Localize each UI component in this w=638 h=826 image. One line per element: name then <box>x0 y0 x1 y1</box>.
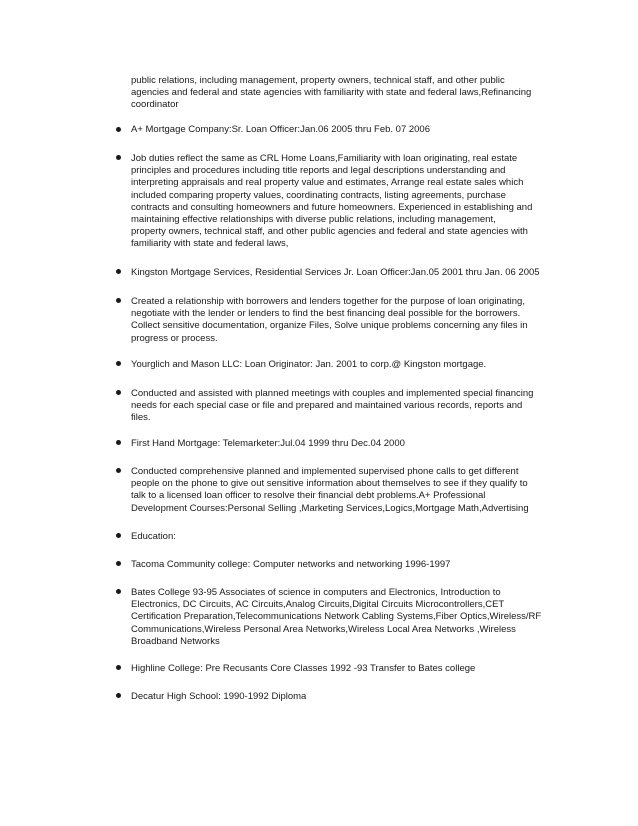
list-item <box>131 388 551 425</box>
text-line: coordinator <box>131 99 179 111</box>
text-line: Yourglich and Mason LLC: Loan Originator: Jan. 2001 to corp.@ Kingston mortgage. <box>131 359 487 370</box>
list-item <box>131 691 551 703</box>
text-line: principles and procedures including title reports and legal descriptions understanding and <box>131 165 506 177</box>
list-item <box>131 153 551 251</box>
text-line: Conducted comprehensive planned and implemented supervised phone calls to get different <box>131 466 519 477</box>
bullet-icon <box>116 589 121 594</box>
text-line: Communications,Wireless Personal Area Networks,Wireless Local Area Networks ,Wireless <box>131 623 516 635</box>
list-item <box>131 296 551 345</box>
text-line: public relations, including management, property owners, technical staff, and other public <box>131 75 505 86</box>
list-item <box>131 466 551 515</box>
text-line: Highline College: Pre Recusants Core Classes 1992 -93 Transfer to Bates college <box>131 663 476 674</box>
text-line: people on the phone to give out sensitive information about themselves to see if they qualify to <box>131 478 528 490</box>
text-line: Created a relationship with borrowers and lenders together for the purpose of loan originating, <box>131 296 525 307</box>
text-line: contracts and consulting homeowners and future homeowners. Experienced in establishing and <box>131 201 533 213</box>
bullet-icon <box>116 361 121 366</box>
bullet-icon <box>116 665 121 670</box>
list-item <box>131 559 551 571</box>
text-line: Broadband Networks <box>131 635 220 647</box>
list-item <box>131 531 551 543</box>
text-line: Education: <box>131 531 176 542</box>
text-line: included comparing property values, coordinating contracts, listing agreements, purchase <box>131 189 506 201</box>
text-line: Development Courses:Personal Selling ,Marketing Services,Logics,Mortgage Math,Advertising <box>131 502 529 514</box>
text-line: First Hand Mortgage: Telemarketer:Jul.04 1999 thru Dec.04 2000 <box>131 438 405 449</box>
bullet-icon <box>116 561 121 566</box>
text-line: needs for each special case or file and prepared and maintained various records, reports and <box>131 400 523 412</box>
text-line: negotiate with the lender or lenders to find the best financing deal possible for the borrowers. <box>131 308 521 320</box>
text-line: property owners, technical staff, and other public agencies and federal and state agencies with <box>131 226 528 238</box>
text-line: Bates College 93-95 Associates of science in computers and Electronics, Introduction to <box>131 587 501 598</box>
list-item <box>131 663 551 675</box>
list-item <box>131 359 551 371</box>
intro-paragraph <box>131 75 551 112</box>
bullet-icon <box>116 390 121 395</box>
text-line: Kingston Mortgage Services, Residential Services Jr. Loan Officer:Jan.05 2001 thru Jan. 06 2005 <box>131 267 540 278</box>
list-item <box>131 587 551 648</box>
text-line: files. <box>131 412 151 424</box>
list-item <box>131 267 551 279</box>
text-line: Certification Preparation,Telecommunications Network Cabling Systems,Fiber Optics,Wireless/RF <box>131 611 542 623</box>
list-item <box>131 438 551 450</box>
text-line: familiarity with state and federal laws, <box>131 238 289 250</box>
text-line: agencies and federal and state agencies with familiarity with state and federal laws,Refinancing <box>131 87 532 99</box>
text-line: Collect sensitive documentation, organize Files, Solve unique problems concerning any files in <box>131 320 528 332</box>
bullet-icon <box>116 127 121 132</box>
text-line: A+ Mortgage Company:Sr. Loan Officer:Jan.06 2005 thru Feb. 07 2006 <box>131 124 430 135</box>
text-line: Electronics, DC Circuits, AC Circuits,Analog Circuits,Digital Circuits Microcontrollers,CET <box>131 599 505 611</box>
text-line: progress or process. <box>131 332 218 344</box>
bullet-icon <box>116 298 121 303</box>
text-line: maintaining effective relationships with diverse public relations, including management, <box>131 214 496 226</box>
text-line: Conducted and assisted with planned meetings with couples and implemented special financing <box>131 388 534 399</box>
text-line: Decatur High School: 1990-1992 Diploma <box>131 691 307 702</box>
text-line: Job duties reflect the same as CRL Home Loans,Familiarity with loan originating, real estate <box>131 153 518 164</box>
text-line: Tacoma Community college: Computer networks and networking 1996-1997 <box>131 559 451 570</box>
bullet-icon <box>116 468 121 473</box>
bullet-icon <box>116 693 121 698</box>
bullet-icon <box>116 155 121 160</box>
list-item <box>131 124 551 136</box>
text-line: interpreting appraisals and real property value and estimates, Arrange real estate sales which <box>131 177 524 189</box>
text-line: talk to a licensed loan officer to resolve their financial debt problems.A+ Professional <box>131 490 486 502</box>
bullet-icon <box>116 269 121 274</box>
bullet-icon <box>116 440 121 445</box>
bullet-icon <box>116 533 121 538</box>
